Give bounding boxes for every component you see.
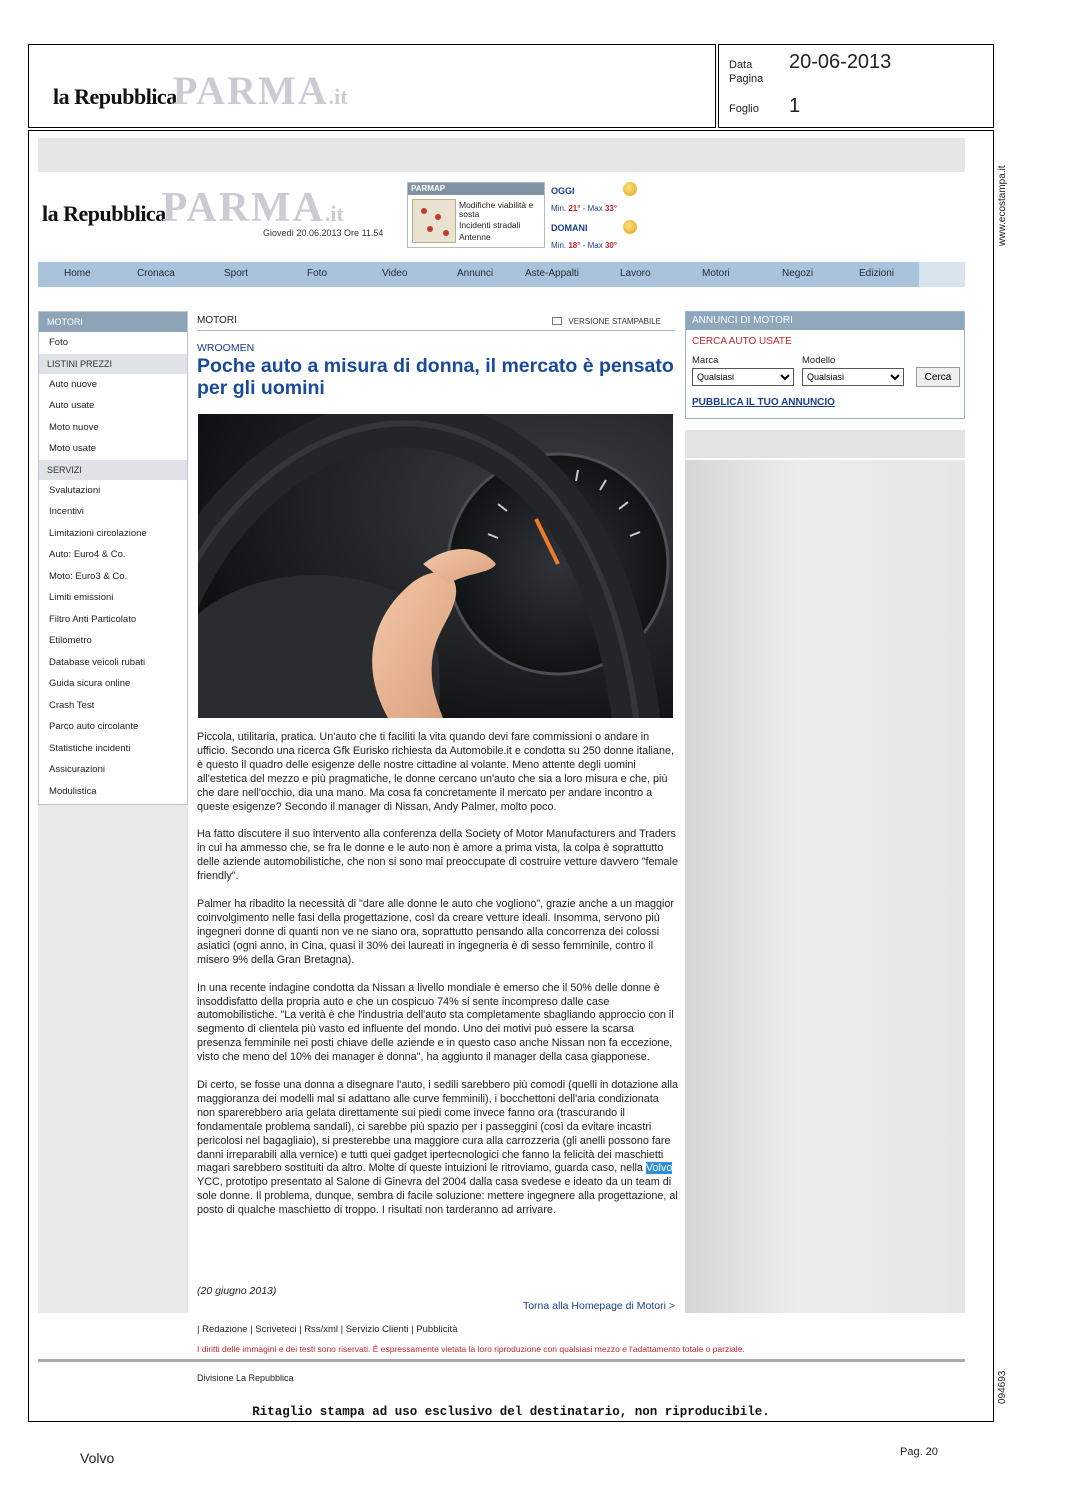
sidebar-item-moto-nuove[interactable]: Moto nuove	[49, 421, 99, 433]
modello-label: Modello	[802, 355, 836, 366]
sidebar-item-crash-test[interactable]: Crash Test	[49, 699, 95, 711]
article-photo-steering-wheel	[198, 414, 673, 718]
weather-tomorrow-max: 30°	[604, 241, 618, 250]
footer-divider	[38, 1359, 965, 1362]
data-label: Data	[729, 59, 753, 71]
data-value: 20-06-2013	[789, 51, 892, 73]
site-date-line: Giovedì 20.06.2013 Ore 11.54	[263, 228, 384, 238]
sidebar-item-limiti-emissioni[interactable]: Limiti emissioni	[49, 592, 114, 603]
sidebar-item-moto-euro3[interactable]: Moto: Euro3 & Co.	[49, 570, 128, 582]
min-label: Min.	[551, 241, 567, 250]
header-logo	[53, 67, 348, 114]
weather-today-label: OGGI	[551, 186, 575, 196]
sidebar-item-database[interactable]: Database veicoli rubati	[49, 656, 146, 668]
side-code-mark: 094693	[997, 1370, 1008, 1404]
print-version-label: VERSIONE STAMPABILE	[568, 317, 661, 326]
parmap-link-antenne[interactable]: Antenne	[459, 232, 491, 242]
nav-sport[interactable]: Sport	[224, 268, 248, 279]
logo-parma: PARMA	[172, 68, 329, 113]
sidebar-item-incentivi[interactable]: Incentivi	[49, 506, 84, 517]
sidebar-item-etilometro[interactable]: Etilometro	[49, 635, 92, 646]
nav-foto[interactable]: Foto	[307, 268, 328, 279]
weather-today-min: 21°	[568, 204, 581, 213]
side-site-mark: www.ecostampa.it	[997, 165, 1008, 246]
article-paragraph: Palmer ha ribadito la necessità di "dare alle donne le auto che vogliono", grazie anche a un maggior coinvolgimento nelle fasi della progettazione, così da creare vetture ideali. Insomma, servono più ingegneri donne di quanti non ve ne siano ora, soprattutto pensando alla concorrenza dei colossi asiatici (ogni anno, in Cina, quasi il 30% dei laureati in ingegneria è di sesso femminile, contro il misero 9% della Gran Bretagna).	[197, 898, 675, 966]
sidebar-item-assicurazioni[interactable]: Assicurazioni	[49, 764, 105, 775]
sidebar-item-modulistica[interactable]: Modulistica	[49, 785, 97, 797]
article-kicker: WROOMEN	[197, 342, 255, 354]
nav-home[interactable]: Home	[64, 268, 91, 279]
weather-widget: OGGI Min. 21° - Max 33° DOMANI Min. 18° - Max 30°	[549, 182, 649, 252]
section-bar	[197, 311, 675, 331]
article-paragraph-last	[197, 1079, 679, 1218]
sidebar-item-auto-euro4[interactable]: Auto: Euro4 & Co.	[49, 549, 126, 560]
max-label: Max	[587, 204, 603, 213]
article-last-text-before: Di certo, se fosse una donna a disegnare l'auto, i sedili sarebbero più comodi (quelli in dotazione alla maggioranza dei modelli mal si adattano alle curve femminili), i bocchettoni dell'aria condizionata non sparerebbero aria gelata direttamente sui piedi come invece fanno ora (trascurando il fondamentale problema sandali), ci sarebbe più spazio per i passeggini (così da evitare incastri pericolosi nel bagagliaio), si presterebbe una maggiore cura alla carrozzeria (gli anelli possono fare danni irreparabili alla vernice) e tutti quei gadget ipertecnologici che fanno la felicità dei maschietti magari sarebbero sostituiti da altro. Molte di queste intuizioni le ritroviamo, guarda caso, nella	[197, 1079, 679, 1175]
nav-aste-appalti[interactable]: Aste-Appalti	[525, 268, 579, 279]
marca-select[interactable]	[692, 368, 794, 386]
modello-select[interactable]	[802, 368, 904, 386]
sidebar-item-guida-sicura[interactable]: Guida sicura online	[49, 678, 131, 689]
section-label: MOTORI	[197, 315, 237, 326]
top-banner-area	[38, 138, 965, 172]
search-button[interactable]: Cerca	[916, 367, 960, 387]
sidebar-item-limitazioni[interactable]: Limitazioni circolazione	[49, 527, 147, 539]
clipping-header-logo-box	[28, 44, 716, 128]
site-logo-parma: PARMA	[161, 185, 325, 231]
sidebar-section-motori[interactable]: MOTORI	[39, 312, 187, 332]
ads-title: ANNUNCI DI MOTORI	[686, 312, 964, 330]
max-label: Max	[587, 241, 603, 250]
parmap-title: PARMAP	[408, 183, 544, 195]
sidebar-item-statistiche[interactable]: Statistiche incidenti	[49, 742, 131, 754]
parmap-link-incidenti[interactable]: Incidenti stradali	[459, 220, 521, 230]
article-date: (20 giugno 2013)	[197, 1285, 277, 1297]
min-label: Min.	[551, 204, 567, 213]
clipping-header-meta	[718, 44, 994, 128]
sidebar-item-auto-usate[interactable]: Auto usate	[49, 400, 95, 411]
right-column-filler	[685, 460, 965, 1313]
article-paragraph: Piccola, utilitaria, pratica. Un'auto che ti faciliti la vita quando devi fare commissioni o andare in ufficio. Secondo una ricerca Gfk Eurisko richiesta da Automobile.it e condotta su 250 donne italiane, è questo il quadro delle esigenze delle nostre cittadine al volante. Meno attente degli uomini all'estetica del mezzo e più pragmatiche, le donne cercano un'auto che sia a loro misura e che, più che dare nell'occhio, dia una mano. Ma cosa fa concretamente il mercato per andare incontro a queste esigenze? Secondo il manager di Nissan, Andy Palmer, molto poco.	[197, 731, 674, 813]
sidebar-item-svalutazioni[interactable]: Svalutazioni	[49, 484, 101, 496]
nav-cronaca[interactable]: Cronaca	[137, 268, 175, 279]
article-paragraph: Ha fatto discutere il suo intervento alla conferenza della Society of Motor Manufacturers and Traders in cui ha ammesso che, se fra le donne e le auto non è amore a prima vista, la colpa è soprattutto delle aziende automobilistiche, che non si sono mai preoccupate di costruire vetture davvero "female friendly".	[197, 828, 678, 883]
footer-division: Divisione La Repubblica	[197, 1373, 294, 1383]
left-sidebar	[38, 311, 188, 805]
site-logo[interactable]	[42, 184, 344, 232]
parmap-widget[interactable]	[407, 182, 545, 248]
sun-icon	[623, 220, 637, 234]
sun-icon	[623, 182, 637, 196]
printer-icon	[552, 317, 562, 325]
nav-video[interactable]: Video	[382, 268, 408, 279]
sidebar-filler	[38, 805, 188, 1313]
parmap-map-icon[interactable]	[412, 199, 456, 243]
site-logo-it: .it	[324, 201, 344, 226]
footer-copyright: I diritti delle immagini e dei testi sono riservati. È espressamente vietata la loro riproduzione con qualsiasi mezzo e l'adattamento totale o parziale.	[197, 1344, 745, 1354]
clipping-keyword: Volvo	[80, 1450, 115, 1466]
foglio-label: Foglio	[729, 103, 759, 115]
article-paragraph: In una recente indagine condotta da Nissan a livello mondiale è emerso che il 50% delle donne è insoddisfatto della propria auto e che un cospicuo 74% si sente incompreso dalle case automobilistiche. "La verità è che l'industria dell'auto sta completamente sbagliando approccio con il segmento di clientela più vasto ed influente del mondo. Uno dei motivi può essere la scarsa presenza femminile nei posti chiave delle aziende e in questo caso anche Nissan non fa eccezione, visto che meno del 10% dei manager è donna", ha aggiunto il manager della casa giapponese.	[197, 981, 674, 1064]
pagina-label: Pagina	[729, 73, 764, 85]
nav-edizioni[interactable]: Edizioni	[859, 268, 895, 279]
sidebar-section-listini[interactable]: LISTINI PREZZI	[39, 354, 187, 374]
site-logo-repubblica: la Repubblica	[42, 201, 166, 226]
weather-tomorrow-label: DOMANI	[551, 223, 588, 233]
article-last-text-after: YCC, prototipo presentato al Salone di Ginevra del 2004 dalla casa svedese e ideato da un team di sole donne. Il problema, dunque, sembra di facile soluzione: mettere ingegnere alla progettazione, al posto di qualche maschietto di troppo. I risultati non tarderanno ad arrivare.	[197, 1176, 678, 1217]
ads-search-box	[685, 311, 965, 419]
nav-annunci[interactable]: Annunci	[457, 268, 494, 279]
nav-negozi[interactable]: Negozi	[782, 268, 814, 279]
footer-links[interactable]: | Redazione | Scriveteci | Rss/xml | Servizio Clienti | Pubblicità	[197, 1324, 458, 1335]
print-version-link[interactable]	[552, 317, 661, 326]
keyword-highlight: Volvo	[645, 1162, 673, 1175]
article-body	[197, 731, 679, 1232]
article-headline: Poche auto a misura di donna, il mercato è pensato per gli uomini	[197, 355, 674, 399]
nav-motori[interactable]: Motori	[702, 268, 730, 279]
publish-ad-link[interactable]: PUBBLICA IL TUO ANNUNCIO	[692, 397, 835, 408]
right-banner-slot	[685, 430, 965, 458]
sidebar-item-foto[interactable]: Foto	[49, 337, 69, 348]
sidebar-item-filtro[interactable]: Filtro Anti Particolato	[49, 613, 137, 625]
sidebar-item-parco-auto[interactable]: Parco auto circolante	[49, 721, 139, 732]
back-to-motori-link[interactable]: Torna alla Homepage di Motori >	[522, 1300, 675, 1312]
clipping-notice: Ritaglio stampa ad uso esclusivo del destinatario, non riproducibile.	[252, 1405, 770, 1419]
logo-it: .it	[328, 84, 348, 109]
page-number: Pag. 20	[900, 1446, 938, 1458]
marca-label: Marca	[692, 355, 719, 366]
ads-subtitle: CERCA AUTO USATE	[692, 336, 792, 347]
parmap-link-viabilita[interactable]: Modifiche viabilità e sosta	[459, 200, 534, 219]
weather-today-max: 33°	[604, 204, 618, 213]
sidebar-item-auto-nuove[interactable]: Auto nuove	[49, 378, 98, 390]
foglio-value: 1	[789, 95, 801, 117]
weather-tomorrow-min: 18°	[568, 241, 581, 250]
logo-repubblica: la Repubblica	[53, 84, 177, 109]
sidebar-item-moto-usate[interactable]: Moto usate	[49, 443, 96, 454]
sidebar-section-servizi[interactable]: SERVIZI	[39, 460, 187, 480]
nav-lavoro[interactable]: Lavoro	[620, 268, 651, 279]
main-nav	[38, 262, 965, 287]
